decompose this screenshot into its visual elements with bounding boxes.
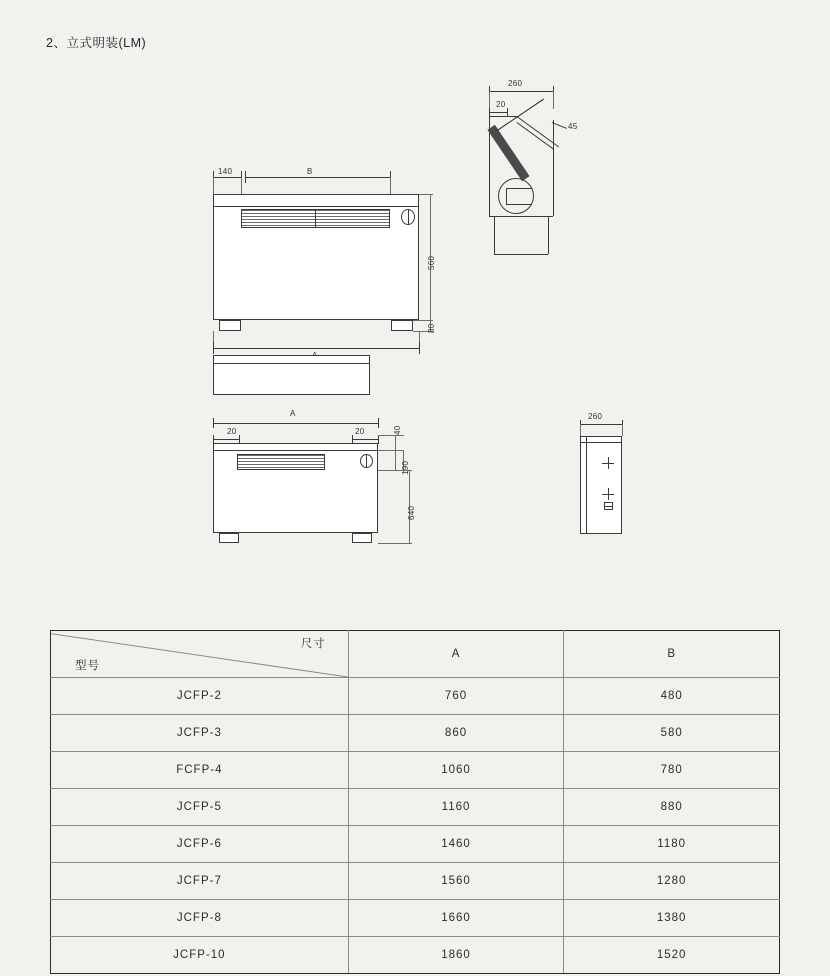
header-col-b: B [564,631,780,678]
dim-foot-80: 80 [427,323,436,333]
dim-angle-45: 45 [568,122,578,131]
front-foot-right [391,320,413,331]
front2-grille [237,454,325,470]
front2-foot-left [219,533,239,543]
cell-b: 1280 [564,863,780,900]
side-fan-circle [498,178,534,214]
cell-model: JCFP-3 [51,715,349,752]
cell-a: 1660 [348,900,564,937]
cell-a: 860 [348,715,564,752]
top-view-outline [213,355,370,395]
side-coil [487,125,529,181]
cell-a: 1860 [348,937,564,974]
cell-b: 480 [564,678,780,715]
header-model-label: 型号 [75,660,100,672]
dim-right-depth-260: 260 [588,412,603,421]
side-view-drawing [480,78,600,278]
cell-model: JCFP-10 [51,937,349,974]
cell-model: JCFP-8 [51,900,349,937]
dim2-left-inset: 20 [227,427,237,436]
front-view-2-drawing [205,405,435,550]
cell-a: 1460 [348,826,564,863]
front2-foot-right [352,533,372,543]
header-model-dimension-cell [51,631,349,678]
cell-a: 1060 [348,752,564,789]
cell-model: FCFP-4 [51,752,349,789]
cell-model: JCFP-7 [51,863,349,900]
cell-model: JCFP-5 [51,789,349,826]
dim-height-560: 560 [427,255,436,270]
dim-depth-260: 260 [508,79,523,88]
cell-b: 880 [564,789,780,826]
table-header-row [51,631,780,678]
dim-left-offset: 140 [218,167,233,176]
dim2-mid-190: 190 [401,460,410,475]
page-title: 2、立式明装(LM) [46,36,147,50]
cell-a: 1560 [348,863,564,900]
table-row [51,900,780,937]
table-row [51,863,780,900]
front-view-drawing [205,85,445,333]
cell-b: 1180 [564,826,780,863]
header-dimension-label: 尺寸 [300,638,326,650]
dim2-height-640: 640 [407,505,416,520]
front-foot-left [219,320,241,331]
cell-a: 760 [348,678,564,715]
cell-a: 1160 [348,789,564,826]
dim2-right-inset: 20 [355,427,365,436]
table-row [51,678,780,715]
cell-b: 580 [564,715,780,752]
cell-model: JCFP-2 [51,678,349,715]
cell-model: JCFP-6 [51,826,349,863]
dim2-top-gap-40: 40 [393,425,402,435]
table-row [51,715,780,752]
table-row [51,826,780,863]
dim2-total-width-a: A [290,409,296,418]
header-col-a: A [348,631,564,678]
specification-table [50,630,780,974]
table-row [51,937,780,974]
dim-inner-20: 20 [496,100,506,109]
top-view-drawing [213,355,383,405]
table-row [51,752,780,789]
table-row [51,789,780,826]
cell-b: 780 [564,752,780,789]
cell-b: 1520 [564,937,780,974]
cell-b: 1380 [564,900,780,937]
right-view-drawing [575,410,655,550]
dim-grille-width: B [307,167,313,176]
